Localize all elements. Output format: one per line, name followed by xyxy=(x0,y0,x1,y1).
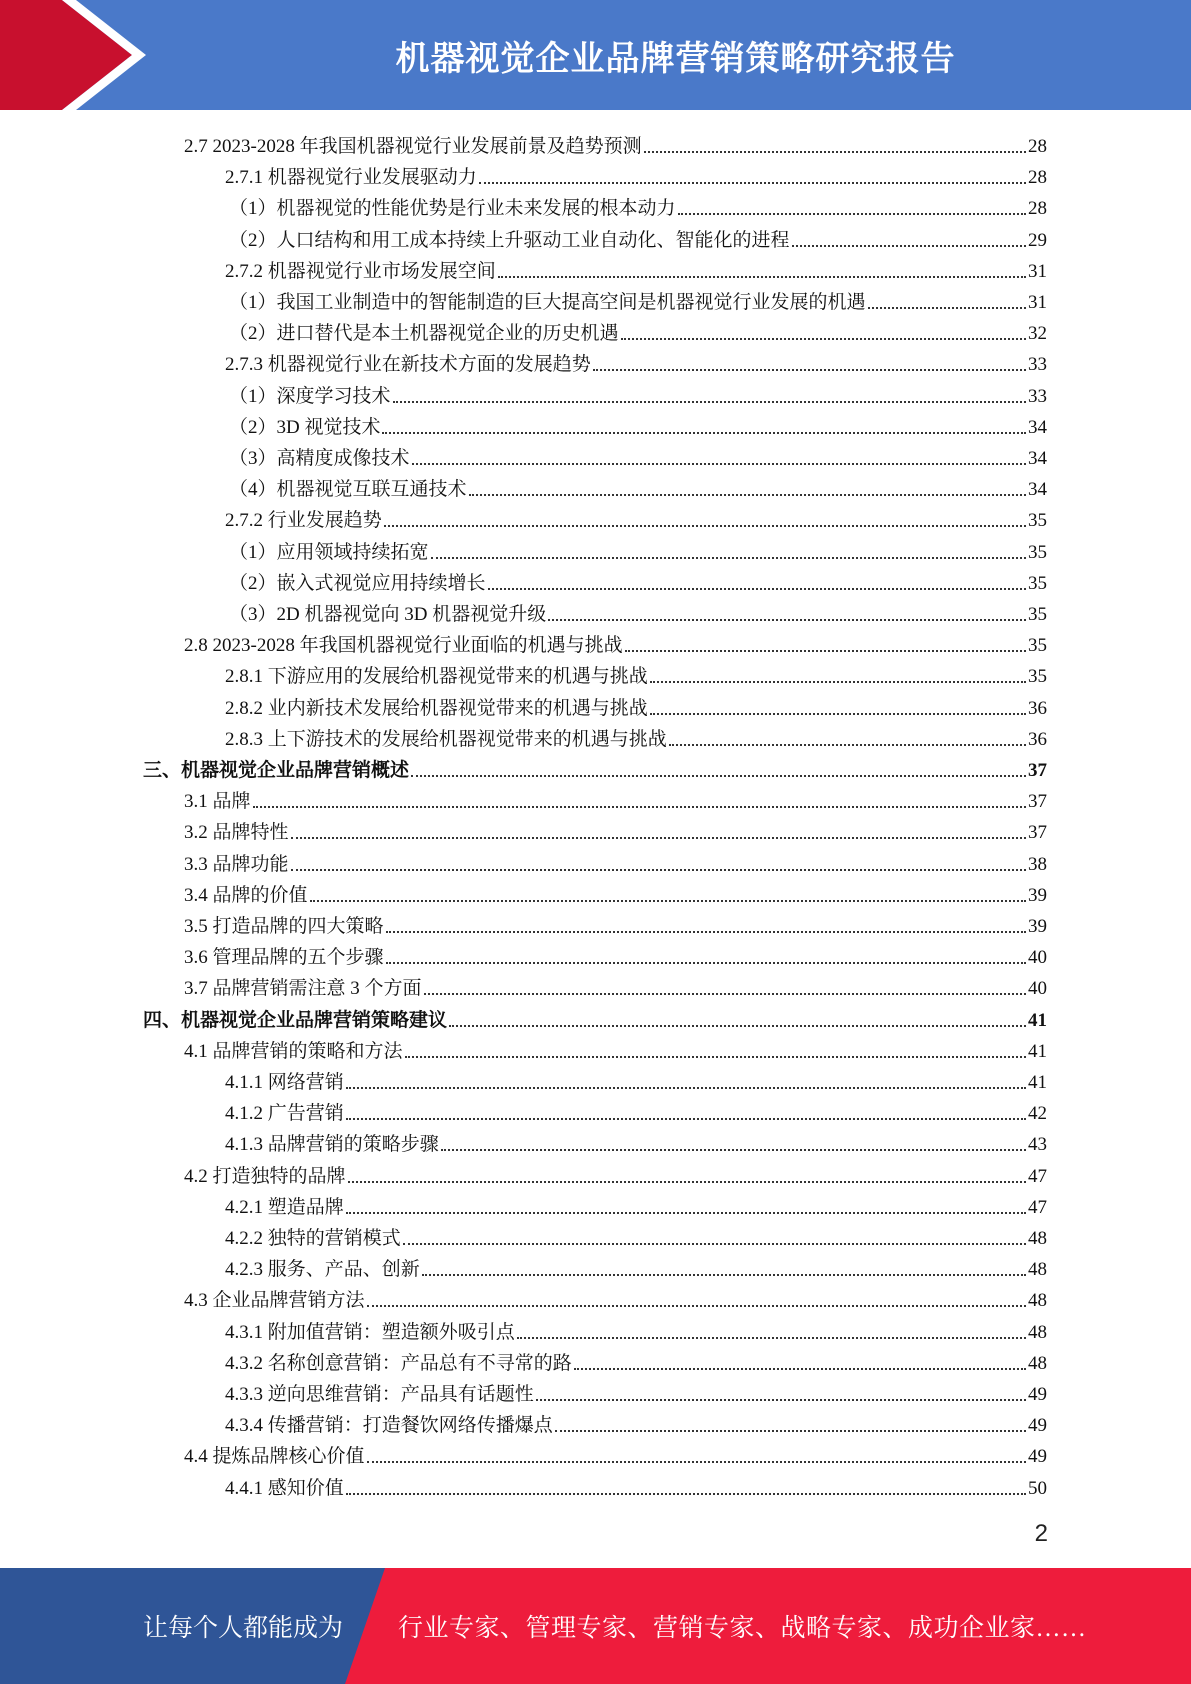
toc-dot-leader xyxy=(441,1149,1026,1151)
toc-dot-leader xyxy=(498,276,1026,278)
toc-entry-label: （1）应用领域持续拓宽 xyxy=(229,541,429,563)
toc-entry-page: 41 xyxy=(1028,1072,1047,1093)
toc-entry[interactable] xyxy=(225,1313,1047,1344)
toc-entry-label: 2.8 2023-2028 年我国机器视觉行业面临的机遇与挑战 xyxy=(184,635,623,657)
toc-dot-leader xyxy=(393,401,1026,403)
toc-entry-page: 37 xyxy=(1028,791,1047,813)
toc-entry-page: 36 xyxy=(1028,697,1047,719)
toc-dot-leader xyxy=(792,245,1026,247)
toc-entry[interactable] xyxy=(143,1001,1047,1032)
toc-entry-page: 49 xyxy=(1028,1415,1047,1437)
toc-dot-leader xyxy=(536,1399,1026,1401)
toc-entry[interactable] xyxy=(225,345,1047,376)
toc-entry[interactable] xyxy=(184,1281,1047,1312)
toc-entry-label: 2.7.1 机器视觉行业发展驱动力 xyxy=(225,167,477,189)
toc-entry-page: 39 xyxy=(1028,884,1047,906)
toc-entry-label: 3.5 打造品牌的四大策略 xyxy=(184,916,384,937)
toc-entry-page: 34 xyxy=(1028,416,1047,438)
toc-dot-leader xyxy=(644,151,1026,153)
toc-dot-leader xyxy=(310,900,1026,902)
toc-entry-label: （2）人口结构和用工成本持续上升驱动工业自动化、智能化的进程 xyxy=(229,229,790,251)
toc-dot-leader xyxy=(574,1368,1026,1370)
toc-dot-leader xyxy=(253,806,1026,808)
toc-dot-leader xyxy=(868,307,1026,309)
page-header xyxy=(0,0,1191,110)
page-footer xyxy=(0,1568,1191,1684)
footer-slogan-right: 行业专家、管理专家、营销专家、战略专家、成功企业家…… xyxy=(398,1615,1087,1642)
toc-entry-page: 33 xyxy=(1028,354,1047,376)
toc-entry[interactable] xyxy=(229,221,1047,252)
toc-entry-label: 2.7.2 行业发展趋势 xyxy=(225,510,382,532)
toc-dot-leader xyxy=(291,837,1026,839)
toc-dot-leader xyxy=(431,557,1026,559)
toc-dot-leader xyxy=(403,1243,1026,1245)
toc-entry-label: 2.8.3 上下游技术的发展给机器视觉带来的机遇与挑战 xyxy=(225,728,667,750)
toc-entry[interactable] xyxy=(225,1406,1047,1437)
toc-dot-leader xyxy=(449,1025,1026,1027)
toc-entry-label: 3.1 品牌 xyxy=(184,791,251,813)
toc-entry[interactable] xyxy=(225,1344,1047,1375)
toc-entry-label: 4.3.3 逆向思维营销：产品具有话题性 xyxy=(225,1384,534,1405)
toc-entry-label: 四、机器视觉企业品牌营销策略建议 xyxy=(143,1009,448,1031)
toc-entry-label: （1）深度学习技术 xyxy=(229,385,391,407)
toc-entry[interactable] xyxy=(225,1469,1047,1500)
footer-slogan-left: 让每个人都能成为 xyxy=(143,1615,344,1642)
toc-entry-label: 4.3.2 名称创意营销：产品总有不寻常的路 xyxy=(225,1352,572,1374)
toc-dot-leader xyxy=(555,1430,1026,1432)
toc-entry[interactable] xyxy=(229,470,1047,501)
toc-entry-page: 49 xyxy=(1028,1446,1047,1468)
toc-dot-leader xyxy=(384,525,1026,527)
toc-entry[interactable] xyxy=(225,657,1047,688)
toc-entry[interactable] xyxy=(184,1157,1047,1188)
toc-dot-leader xyxy=(424,993,1026,995)
toc-entry-page: 37 xyxy=(1028,760,1047,781)
toc-entry-page: 50 xyxy=(1028,1477,1047,1499)
toc-dot-leader xyxy=(412,463,1026,465)
toc-entry-page: 31 xyxy=(1028,292,1047,313)
toc-entry-label: 3.3 品牌功能 xyxy=(184,853,289,875)
toc-entry[interactable] xyxy=(143,751,1047,782)
toc-entry-page: 35 xyxy=(1028,666,1047,688)
toc-entry-page: 35 xyxy=(1028,510,1047,532)
toc-entry-page: 35 xyxy=(1028,604,1047,625)
toc-dot-leader xyxy=(367,1461,1026,1463)
toc-entry-page: 48 xyxy=(1028,1228,1047,1249)
toc-entry[interactable] xyxy=(229,377,1047,408)
toc-entry-label: 4.3 企业品牌营销方法 xyxy=(184,1290,365,1312)
toc-dot-leader xyxy=(346,1118,1026,1120)
toc-entry[interactable] xyxy=(225,1188,1047,1219)
toc-entry-page: 43 xyxy=(1028,1134,1047,1156)
toc-entry-page: 48 xyxy=(1028,1352,1047,1374)
toc-entry[interactable] xyxy=(225,158,1047,189)
toc-entry-label: 4.2.2 独特的营销模式 xyxy=(225,1228,401,1249)
toc-dot-leader xyxy=(386,962,1026,964)
toc-entry-label: 4.1.2 广告营销 xyxy=(225,1103,344,1125)
toc-dot-leader xyxy=(386,931,1026,933)
toc-entry-label: 3.4 品牌的价值 xyxy=(184,884,308,906)
toc-entry-label: 4.2 打造独特的品牌 xyxy=(184,1165,346,1187)
toc-entry-label: （1）我国工业制造中的智能制造的巨大提高空间是机器视觉行业发展的机遇 xyxy=(229,292,866,313)
toc-entry[interactable] xyxy=(184,1032,1047,1063)
toc-entry[interactable] xyxy=(225,1250,1047,1281)
toc-entry-page: 34 xyxy=(1028,448,1047,469)
toc-entry-page: 41 xyxy=(1028,1009,1047,1031)
report-title: 机器视觉企业品牌营销策略研究报告 xyxy=(395,38,956,79)
toc-entry-label: 2.7.3 机器视觉行业在新技术方面的发展趋势 xyxy=(225,354,591,376)
toc-entry-label: 4.2.1 塑造品牌 xyxy=(225,1196,344,1218)
toc-entry-label: （4）机器视觉互联互通技术 xyxy=(229,479,467,501)
toc-dot-leader xyxy=(348,1181,1026,1183)
toc-entry-page: 40 xyxy=(1028,978,1047,1000)
toc-entry[interactable] xyxy=(184,845,1047,876)
toc-entry-label: 4.3.1 附加值营销：塑造额外吸引点 xyxy=(225,1321,515,1343)
toc-entry-label: （2）3D 视觉技术 xyxy=(229,416,381,438)
toc-dot-leader xyxy=(548,619,1026,621)
toc-dot-leader xyxy=(346,1087,1026,1089)
toc-entry-label: 3.6 管理品牌的五个步骤 xyxy=(184,947,384,969)
toc-dot-leader xyxy=(422,1274,1026,1276)
toc-entry-page: 41 xyxy=(1028,1040,1047,1062)
toc-entry[interactable] xyxy=(225,1063,1047,1094)
toc-dot-leader xyxy=(621,338,1026,340)
toc-dot-leader xyxy=(291,869,1026,871)
toc-entry-label: 2.7.2 机器视觉行业市场发展空间 xyxy=(225,260,496,282)
toc-entry[interactable] xyxy=(225,1375,1047,1406)
toc-entry-page: 47 xyxy=(1028,1165,1047,1187)
toc-entry-label: 4.1.1 网络营销 xyxy=(225,1072,344,1093)
toc-entry-label: 4.4.1 感知价值 xyxy=(225,1477,344,1499)
toc-entry-page: 33 xyxy=(1028,385,1047,407)
toc-entry-label: （3）2D 机器视觉向 3D 机器视觉升级 xyxy=(229,604,547,625)
toc-entry-page: 36 xyxy=(1028,728,1047,750)
toc-entry-label: 三、机器视觉企业品牌营销概述 xyxy=(143,760,410,781)
toc-entry[interactable] xyxy=(184,626,1047,657)
toc-entry[interactable] xyxy=(184,127,1047,158)
toc-entry-label: 2.8.1 下游应用的发展给机器视觉带来的机遇与挑战 xyxy=(225,666,648,688)
toc-dot-leader xyxy=(650,681,1026,683)
toc-entry-label: （2）进口替代是本土机器视觉企业的历史机遇 xyxy=(229,323,619,345)
page-number: 2 xyxy=(1034,1520,1048,1547)
toc-entry-label: 4.4 提炼品牌核心价值 xyxy=(184,1446,365,1468)
toc-entry[interactable] xyxy=(229,595,1047,626)
toc-entry[interactable] xyxy=(225,501,1047,532)
toc-entry-page: 47 xyxy=(1028,1196,1047,1218)
toc-dot-leader xyxy=(479,182,1026,184)
toc-entry-page: 28 xyxy=(1028,198,1047,220)
toc-entry-label: （3）高精度成像技术 xyxy=(229,448,410,469)
toc-entry-label: 3.2 品牌特性 xyxy=(184,822,289,844)
toc-entry[interactable] xyxy=(184,813,1047,844)
toc-entry[interactable] xyxy=(184,938,1047,969)
toc-entry[interactable] xyxy=(229,189,1047,220)
toc-entry-page: 32 xyxy=(1028,323,1047,345)
toc-entry-label: 4.1 品牌营销的策略和方法 xyxy=(184,1040,403,1062)
toc-entry[interactable] xyxy=(184,782,1047,813)
toc-entry-page: 49 xyxy=(1028,1384,1047,1405)
toc-entry-label: 4.1.3 品牌营销的策略步骤 xyxy=(225,1134,439,1156)
toc-entry[interactable] xyxy=(225,689,1047,720)
toc-entry-page: 48 xyxy=(1028,1321,1047,1343)
toc-entry-page: 31 xyxy=(1028,260,1047,282)
toc-dot-leader xyxy=(625,650,1026,652)
toc-entry[interactable] xyxy=(225,720,1047,751)
toc-entry[interactable] xyxy=(184,969,1047,1000)
toc-entry[interactable] xyxy=(184,907,1047,938)
toc-entry-page: 35 xyxy=(1028,572,1047,594)
toc-dot-leader xyxy=(346,1212,1026,1214)
toc-entry-page: 37 xyxy=(1028,822,1047,844)
toc-dot-leader xyxy=(488,588,1026,590)
toc-entry[interactable] xyxy=(184,1437,1047,1468)
toc-entry-label: 4.2.3 服务、产品、创新 xyxy=(225,1259,420,1281)
toc-entry[interactable] xyxy=(229,314,1047,345)
toc-entry[interactable] xyxy=(229,564,1047,595)
toc-dot-leader xyxy=(469,494,1026,496)
toc-entry-label: 4.3.4 传播营销：打造餐饮网络传播爆点 xyxy=(225,1415,553,1437)
toc-dot-leader xyxy=(593,369,1026,371)
toc-entry-page: 34 xyxy=(1028,479,1047,501)
toc-entry-page: 38 xyxy=(1028,853,1047,875)
toc-dot-leader xyxy=(678,213,1026,215)
toc-entry[interactable] xyxy=(229,439,1047,470)
toc-dot-leader xyxy=(669,744,1026,746)
toc-dot-leader xyxy=(382,432,1026,434)
toc-dot-leader xyxy=(346,1493,1026,1495)
toc-dot-leader xyxy=(517,1337,1026,1339)
toc-entry[interactable] xyxy=(229,408,1047,439)
toc-entry-label: （1）机器视觉的性能优势是行业未来发展的根本动力 xyxy=(229,198,676,220)
toc-entry-label: （2）嵌入式视觉应用持续增长 xyxy=(229,572,486,594)
toc-entry[interactable] xyxy=(225,252,1047,283)
toc-entry[interactable] xyxy=(225,1219,1047,1250)
toc-dot-leader xyxy=(405,1056,1026,1058)
toc-entry[interactable] xyxy=(229,533,1047,564)
toc-entry-page: 29 xyxy=(1028,229,1047,251)
toc-dot-leader xyxy=(367,1305,1026,1307)
red-arrow-logo xyxy=(0,0,150,110)
toc-entry-page: 48 xyxy=(1028,1259,1047,1281)
toc-entry-label: 2.8.2 业内新技术发展给机器视觉带来的机遇与挑战 xyxy=(225,697,648,719)
toc-entry-page: 42 xyxy=(1028,1103,1047,1125)
toc-entry[interactable] xyxy=(229,283,1047,314)
toc-dot-leader xyxy=(650,713,1026,715)
toc-entry-label: 2.7 2023-2028 年我国机器视觉行业发展前景及趋势预测 xyxy=(184,136,642,157)
toc-entry-page: 35 xyxy=(1028,635,1047,657)
toc-entry-page: 28 xyxy=(1028,167,1047,189)
toc-dot-leader xyxy=(411,775,1026,777)
toc-entry[interactable] xyxy=(225,1094,1047,1125)
toc-entry-page: 48 xyxy=(1028,1290,1047,1312)
toc-entry[interactable] xyxy=(184,876,1047,907)
toc-entry-page: 28 xyxy=(1028,136,1047,157)
toc-entry[interactable] xyxy=(225,1125,1047,1156)
toc-entry-page: 40 xyxy=(1028,947,1047,969)
toc-entry-page: 39 xyxy=(1028,916,1047,937)
toc-entry-page: 35 xyxy=(1028,541,1047,563)
toc-entry-label: 3.7 品牌营销需注意 3 个方面 xyxy=(184,978,422,1000)
